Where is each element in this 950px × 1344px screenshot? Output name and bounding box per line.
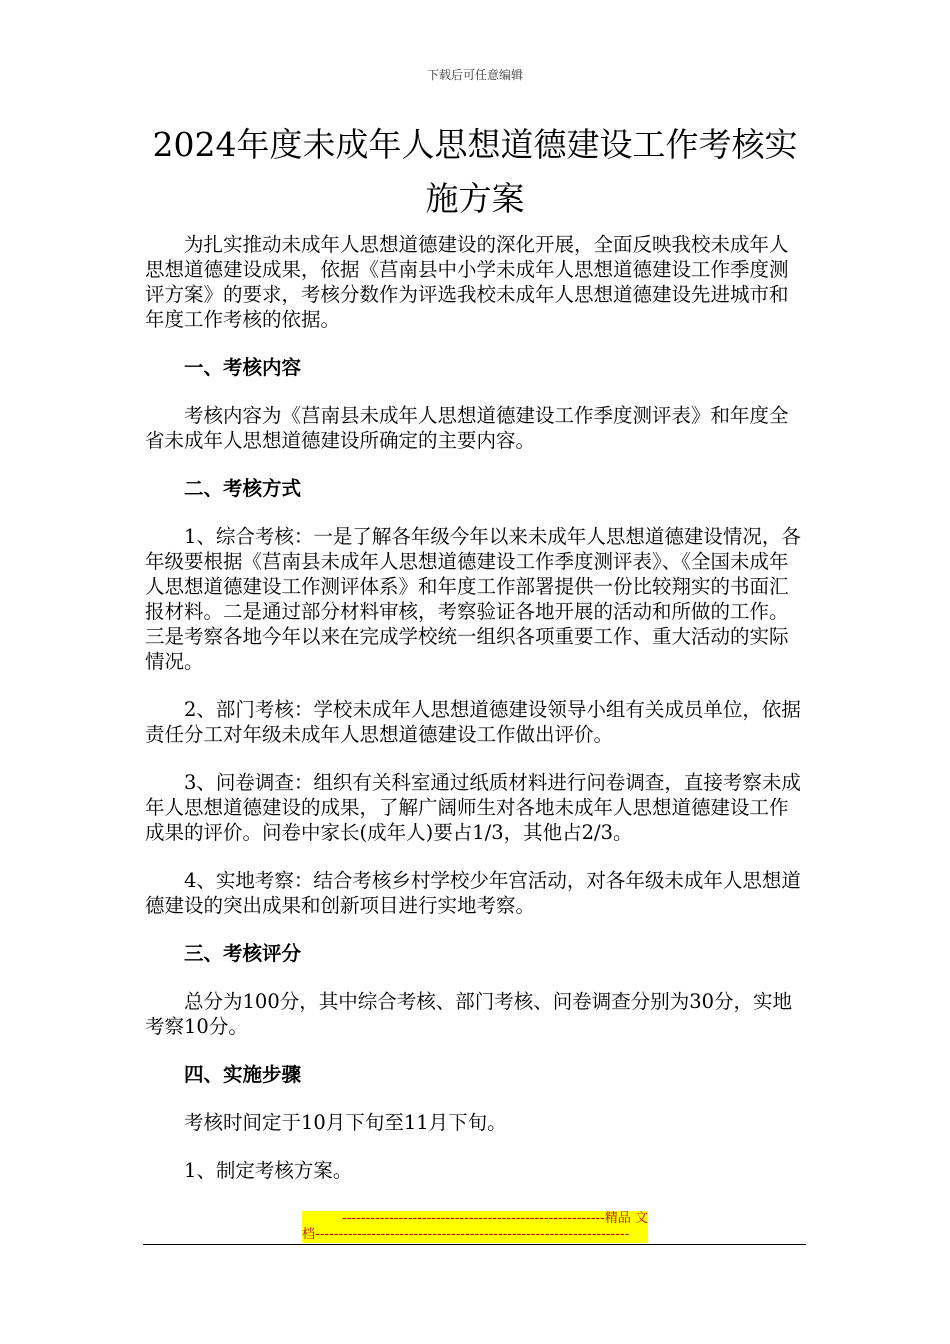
section-paragraph: 1、综合考核：一是了解各年级今年以来未成年人思想道德建设情况，各年级要根据《莒南县未成年人思想道德建设工作季度测评表》、《全国未成年人思想道德建设工作测评体系》和年度工作部署提供一份比较翔实的书面汇报材料。二是通过部分材料审核，考察验证各地开展的活动和所做的工作。三是考察各地今年以来在完成学校统一组织各项重要工作、重大活动的实际情况。 xyxy=(145,525,801,673)
page-header-note: 下载后可任意编辑 xyxy=(426,68,523,82)
section-paragraph: 考核时间定于10月下旬至11月下旬。 xyxy=(184,1111,507,1134)
intro-paragraph: 为扎实推动未成年人思想道德建设的深化开展，全面反映我校未成年人思想道德建设成果，依据《莒南县中小学未成年人思想道德建设工作季度测评方案》的要求，考核分数作为评选我校未成年人思想道德建设先进城市和年度工作考核的依据。 xyxy=(145,233,789,331)
section-paragraph: 4、实地考察：结合考核乡村学校少年宫活动，对各年级未成年人思想道德建设的突出成果和创新项目进行实地考察。 xyxy=(145,869,801,917)
section-paragraph: 总分为100分，其中综合考核、部门考核、问卷调查分别为30分，实地考察10分。 xyxy=(145,990,793,1038)
section-paragraph: 1、制定考核方案。 xyxy=(184,1159,353,1182)
document-title: 2024年度未成年人思想道德建设工作考核实施方案 xyxy=(152,125,798,218)
section-paragraph: 考核内容为《莒南县未成年人思想道德建设工作季度测评表》和年度全省未成年人思想道德建设所确定的主要内容。 xyxy=(145,404,789,452)
section-heading: 四、实施步骤 xyxy=(184,1063,302,1086)
footer-divider xyxy=(143,1244,806,1245)
section-heading: 二、考核方式 xyxy=(184,477,302,500)
footer-watermark xyxy=(302,1211,648,1243)
section-paragraph: 3、问卷调查：组织有关科室通过纸质材料进行问卷调查，直接考察未成年人思想道德建设的成果，了解广阔师生对各地未成年人思想道德建设工作成果的评价。问卷中家长(成年人)要占1/3，其他占2/3。 xyxy=(145,771,801,844)
footer-line-1: --------------------------------------------------------精品 文 xyxy=(302,1211,648,1227)
section-paragraph: 2、部门考核：学校未成年人思想道德建设领导小组有关成员单位，依据责任分工对年级未成年人思想道德建设工作做出评价。 xyxy=(145,698,801,746)
section-heading: 一、考核内容 xyxy=(184,356,302,379)
footer-line-2: 档------------------------------------------------------------------- xyxy=(302,1227,648,1243)
section-heading: 三、考核评分 xyxy=(184,942,302,965)
document-body xyxy=(145,232,805,1206)
